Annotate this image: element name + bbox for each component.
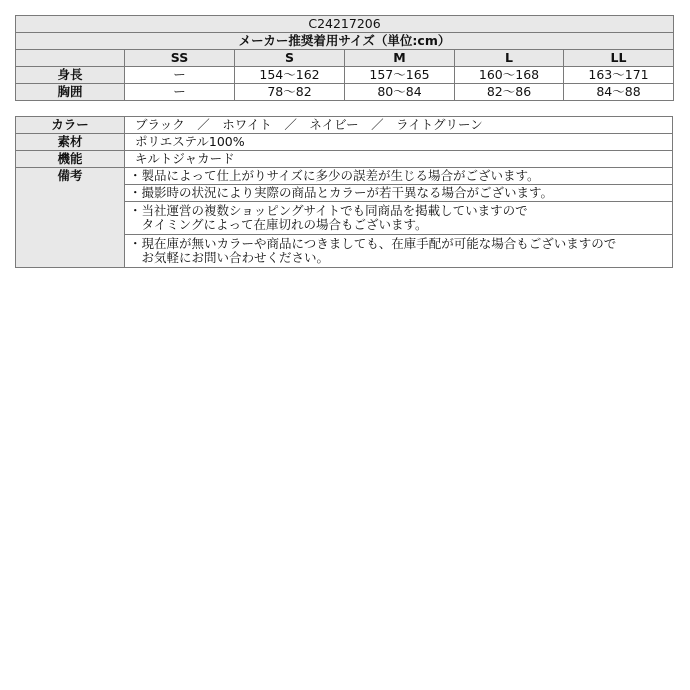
table-row <box>16 67 674 84</box>
corner-cell <box>16 50 125 67</box>
cell: 163〜171 <box>564 67 674 84</box>
cell: 84〜88 <box>564 84 674 101</box>
row-label: 胸囲 <box>16 84 125 101</box>
size-table <box>15 15 674 101</box>
color-label: カラー <box>16 117 125 134</box>
spec-row-color <box>16 117 673 134</box>
cell: ー <box>125 84 235 101</box>
spec-row-material <box>16 134 673 151</box>
size-table-subtitle: メーカー推奨着用サイズ（単位:cm） <box>16 33 674 50</box>
spec-row-function <box>16 151 673 168</box>
function-label: 機能 <box>16 151 125 168</box>
note-item <box>125 202 673 235</box>
note-line: ・撮影時の状況により実際の商品とカラーが若干異なる場合がございます。 <box>129 185 554 200</box>
cell: 160〜168 <box>455 67 564 84</box>
row-label: 身長 <box>16 67 125 84</box>
note-line: タイミングによって在庫切れの場合もございます。 <box>129 217 428 232</box>
size-header: SS <box>125 50 235 67</box>
cell: 154〜162 <box>235 67 345 84</box>
note-item <box>125 235 673 268</box>
table-row <box>16 84 674 101</box>
note-item <box>125 168 673 185</box>
cell: ー <box>125 67 235 84</box>
cell: 80〜84 <box>345 84 455 101</box>
cell: 157〜165 <box>345 67 455 84</box>
size-header: L <box>455 50 564 67</box>
note-line: ・現在庫が無いカラーや商品につきましても、在庫手配が可能な場合もございますので <box>129 236 617 251</box>
product-code: C24217206 <box>16 16 674 33</box>
cell: 78〜82 <box>235 84 345 101</box>
material-value: ポリエステル100% <box>125 134 673 151</box>
size-header: S <box>235 50 345 67</box>
note-line: ・製品によって仕上がりサイズに多少の誤差が生じる場合がございます。 <box>129 168 540 183</box>
function-value: キルトジャカード <box>125 151 673 168</box>
note-line: ・当社運営の複数ショッピングサイトでも同商品を掲載していますので <box>129 203 528 218</box>
note-item <box>125 185 673 202</box>
cell: 82〜86 <box>455 84 564 101</box>
size-header: M <box>345 50 455 67</box>
note-line: お気軽にお問い合わせください。 <box>129 250 330 265</box>
notes-label: 備考 <box>16 168 125 268</box>
color-value: ブラック ／ ホワイト ／ ネイビー ／ ライトグリーン <box>125 117 673 134</box>
spec-table <box>15 116 673 268</box>
notes-row <box>16 168 673 185</box>
material-label: 素材 <box>16 134 125 151</box>
size-header: LL <box>564 50 674 67</box>
